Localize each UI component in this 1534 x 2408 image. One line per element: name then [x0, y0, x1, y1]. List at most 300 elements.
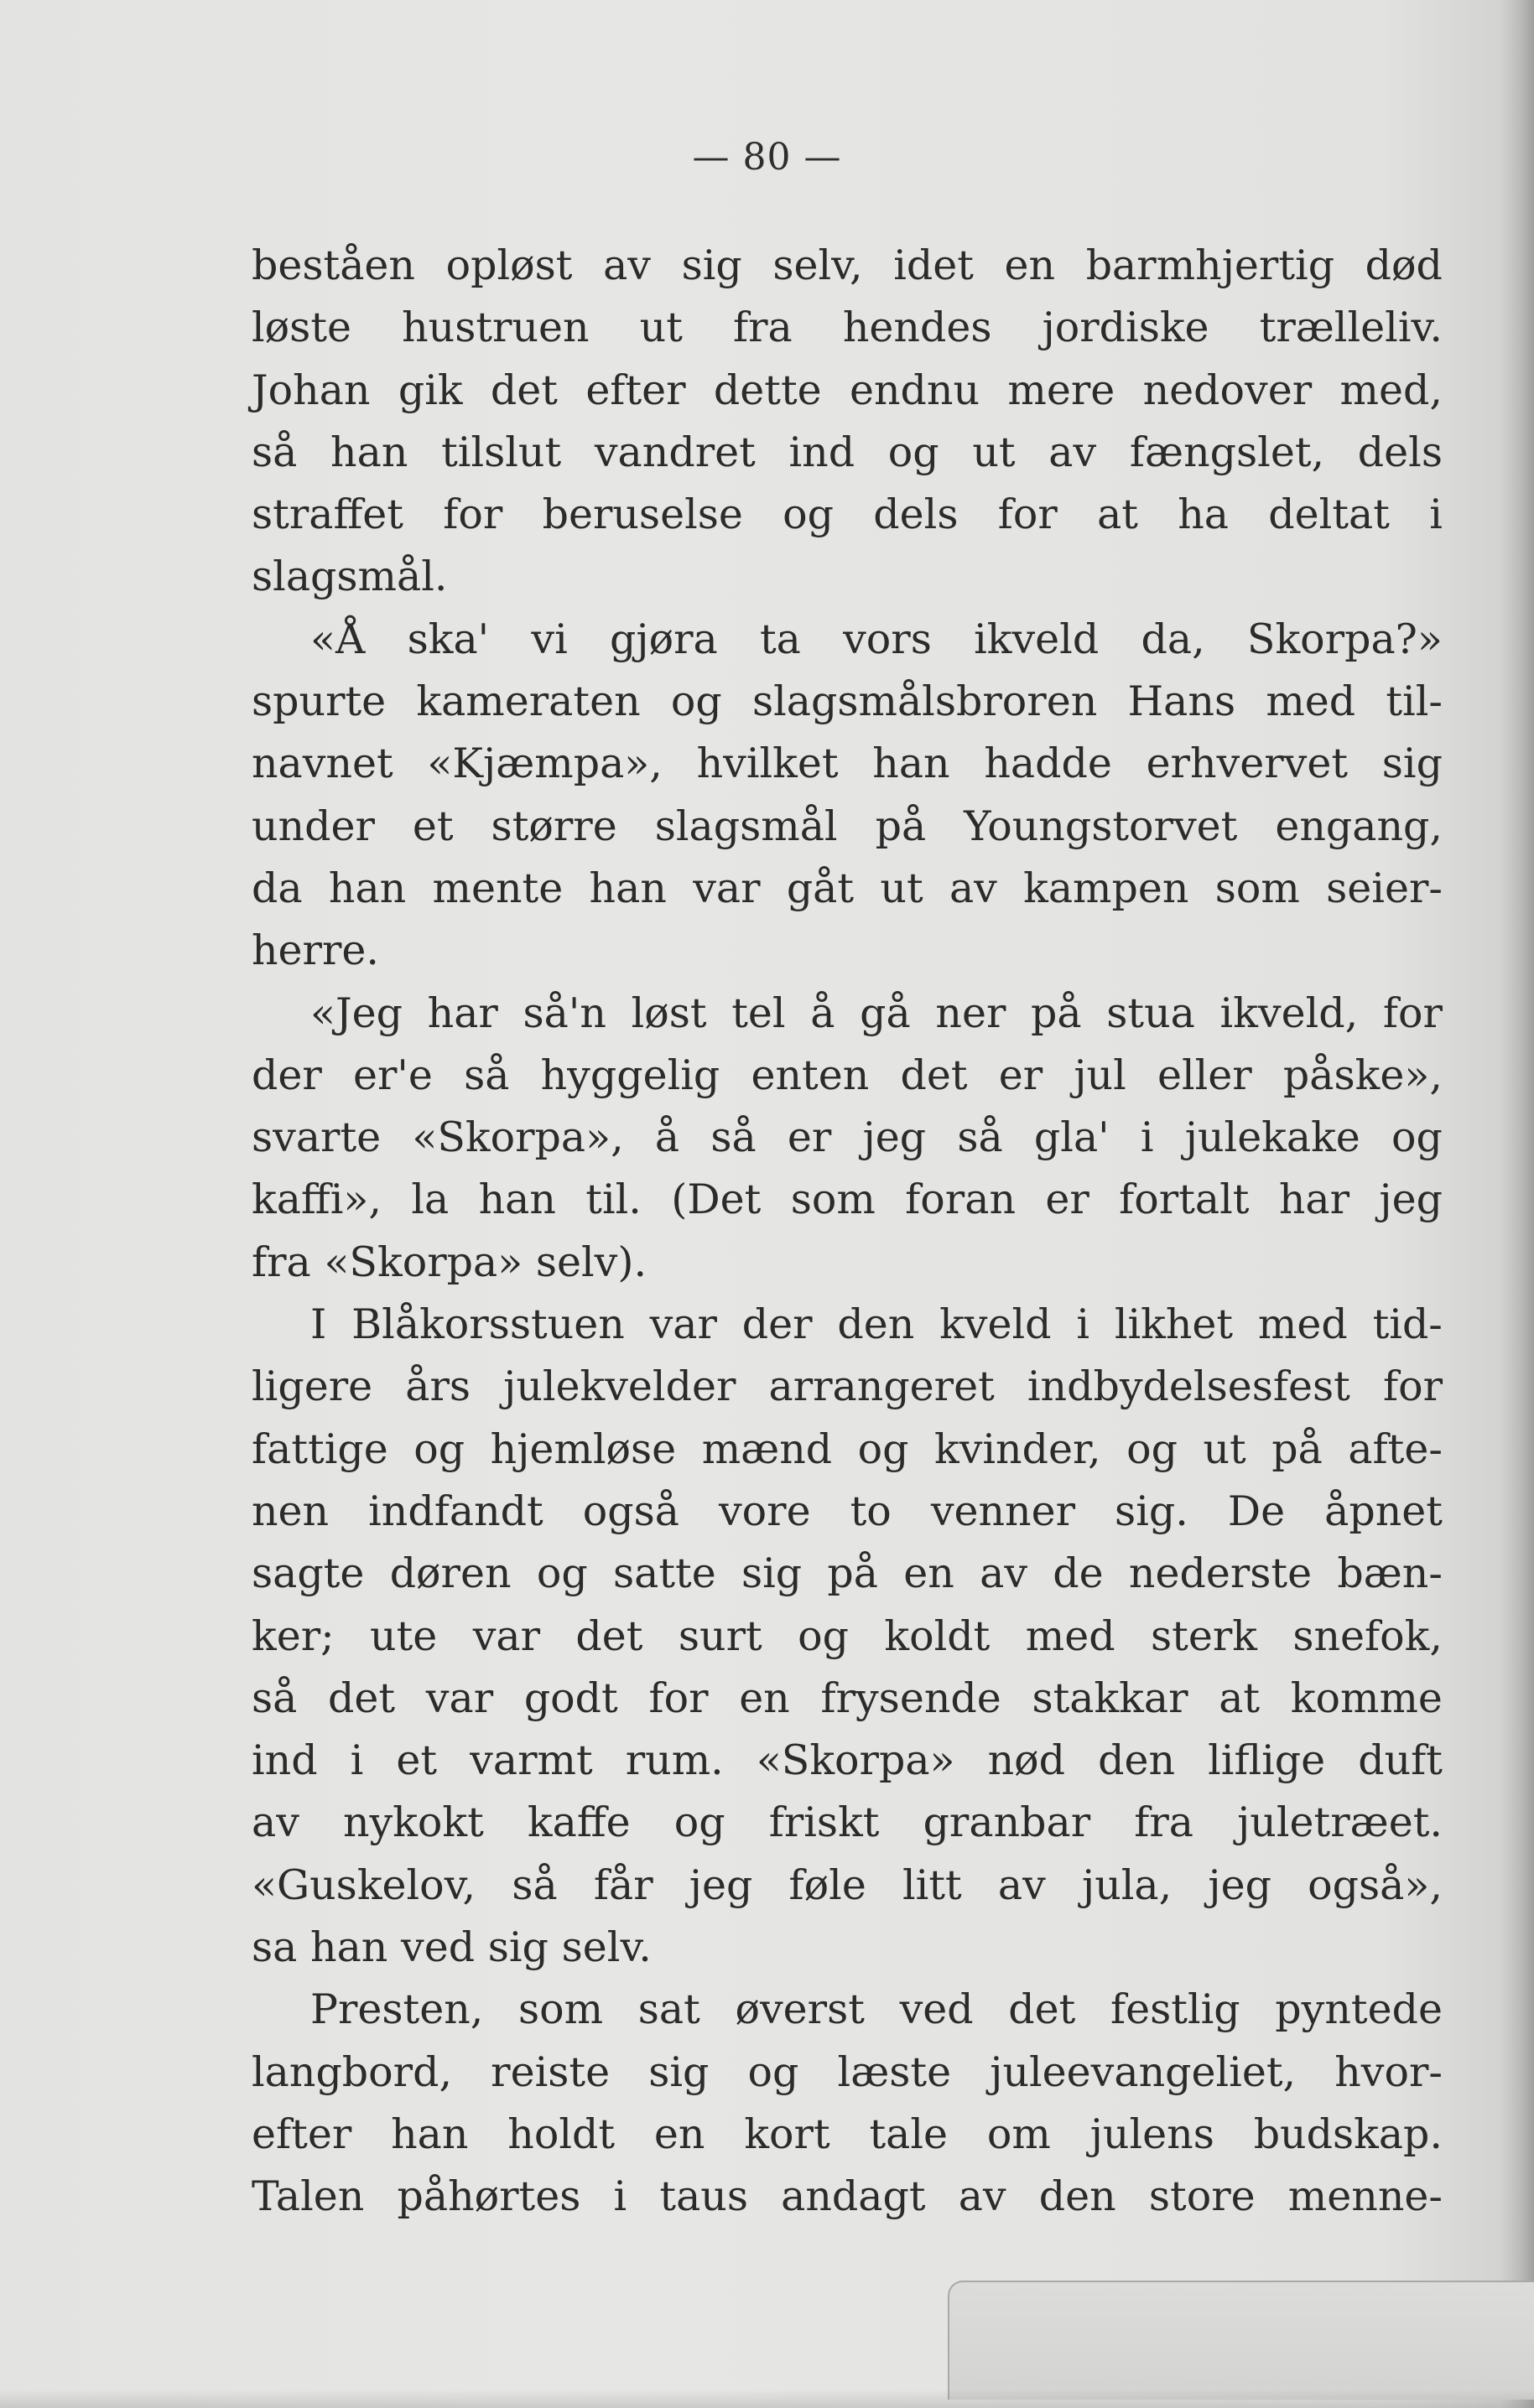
word: hvilket [696, 740, 839, 788]
word: jordiske [1042, 304, 1209, 352]
word: ner [935, 989, 1006, 1037]
word: efter [252, 2110, 352, 2158]
text-line [252, 1792, 1443, 1854]
word: for [1382, 1362, 1443, 1411]
word: selv). [535, 1238, 647, 1286]
word: av [997, 1860, 1046, 1909]
word: og [857, 1425, 909, 1473]
text-line [252, 1294, 1443, 1356]
word: Presten, [310, 1985, 484, 2034]
word: så [252, 428, 298, 476]
word: var [693, 864, 761, 912]
word: han [478, 1175, 556, 1224]
word: var [472, 1611, 541, 1660]
word: og [670, 677, 722, 726]
word: kvinder, [934, 1425, 1101, 1473]
word: nød [987, 1736, 1066, 1785]
word: også [582, 1487, 679, 1535]
word: i [1429, 490, 1443, 539]
word: jeg [1379, 1175, 1443, 1224]
word: sig [741, 1549, 803, 1598]
word: indbydelsesfest [1027, 1362, 1350, 1411]
word: med [1025, 1611, 1115, 1660]
word: dels [1357, 428, 1443, 476]
word: å [654, 1113, 680, 1162]
word: vandret [594, 428, 756, 476]
word: og [747, 2047, 799, 2096]
word: kort [744, 2110, 830, 2158]
word: som [1214, 864, 1300, 912]
word: liflige [1208, 1736, 1326, 1785]
word: hyggelig [540, 1051, 720, 1099]
word: festlig [1110, 1985, 1240, 2034]
word: ker; [252, 1611, 335, 1660]
word: engang, [1275, 802, 1443, 850]
word: kameraten [416, 677, 641, 726]
word: tilslut [441, 428, 562, 476]
word: påhørtes [397, 2172, 581, 2221]
word: sig [1381, 740, 1443, 788]
word: gla' [1033, 1113, 1110, 1162]
word: taus [659, 2172, 748, 2221]
word: Skorpa?» [1246, 615, 1443, 663]
word: et [396, 1736, 438, 1785]
word: på [1031, 989, 1082, 1037]
word: barmhjertig [1085, 241, 1335, 289]
text-line [252, 2104, 1443, 2166]
word: av [252, 1798, 299, 1847]
word: den [837, 1300, 915, 1349]
word: som [790, 1175, 876, 1224]
word: dette [713, 366, 822, 414]
text-line [252, 1730, 1443, 1792]
word: og [887, 428, 939, 476]
word: død [1365, 241, 1443, 289]
word: så [512, 1860, 558, 1909]
word: friskt [768, 1798, 880, 1847]
text-line [252, 1107, 1443, 1169]
word: jeg [1208, 1860, 1271, 1909]
page-edge-shadow [1500, 0, 1534, 2408]
word: frysende [820, 1674, 1001, 1722]
word: rum. [625, 1736, 724, 1785]
word: til. [585, 1175, 642, 1224]
word: og [783, 490, 835, 539]
word: og [673, 1798, 725, 1847]
word: han [872, 740, 950, 788]
word: menne- [1287, 2172, 1443, 2221]
word: den [1098, 1736, 1176, 1785]
word: kaffe [527, 1798, 631, 1847]
text-line [252, 546, 1443, 608]
text-line [252, 1481, 1443, 1543]
word: han [391, 2110, 469, 2158]
word: det [575, 1611, 643, 1660]
word: Youngstorvet [964, 802, 1238, 850]
word: fattige [252, 1425, 388, 1473]
word: arrangeret [768, 1362, 995, 1411]
word: andagt [781, 2172, 926, 2221]
word: sig [487, 1923, 549, 1972]
text-line [252, 235, 1443, 297]
word: kampen [1023, 864, 1189, 912]
word: tale [869, 2110, 949, 2158]
word: har [427, 989, 498, 1037]
word: holdt [507, 2110, 616, 2158]
word: «Skorpa» [756, 1736, 955, 1785]
word: i [613, 2172, 627, 2221]
word: av [949, 864, 997, 912]
word: at [1097, 490, 1138, 539]
word: å [810, 989, 835, 1037]
word: ikveld [974, 615, 1100, 663]
word: enten [751, 1051, 870, 1099]
word: endnu [850, 366, 980, 414]
word: større [491, 802, 617, 850]
word: ut [1203, 1425, 1246, 1473]
text-line [252, 1668, 1443, 1730]
word: ut [880, 864, 923, 912]
word: Hans [1127, 677, 1236, 726]
text-line [252, 1855, 1443, 1917]
word: gå [860, 989, 911, 1037]
word: seier- [1326, 864, 1443, 912]
word: var [425, 1674, 494, 1722]
word: så [252, 1674, 298, 1722]
word: kaffi», [252, 1175, 382, 1224]
word: ind [252, 1736, 318, 1785]
word: så [710, 1113, 757, 1162]
text-line [252, 422, 1443, 484]
word: nedover [1142, 366, 1313, 414]
text-line [252, 297, 1443, 359]
word: får [593, 1860, 653, 1909]
text-line [252, 1232, 1443, 1294]
word: beruselse [542, 490, 743, 539]
bookmark-tab [948, 2281, 1534, 2400]
word: og [413, 1425, 465, 1473]
text-line [252, 796, 1443, 858]
word: beståen [252, 241, 415, 289]
word: påske», [1282, 1051, 1443, 1099]
word: i [1076, 1300, 1089, 1349]
word: er [998, 1051, 1043, 1099]
word: Johan [252, 366, 371, 414]
word: hustruen [402, 304, 590, 352]
text-line [252, 1169, 1443, 1231]
word: det [900, 1051, 968, 1099]
text-line [252, 1356, 1443, 1418]
word: fra [252, 1238, 311, 1286]
word: gjøra [610, 615, 718, 663]
word: til- [1386, 677, 1443, 726]
word: er [787, 1113, 832, 1162]
word: to [850, 1487, 892, 1535]
word: med [1266, 677, 1356, 726]
word: sa [252, 1923, 298, 1972]
word: jeg [689, 1860, 753, 1909]
word: føle [788, 1860, 866, 1909]
word: efter [585, 366, 686, 414]
text-line [252, 1543, 1443, 1605]
text-line [252, 920, 1443, 982]
word: og [1126, 1425, 1178, 1473]
word: «Guskelov, [252, 1860, 476, 1909]
text-line [252, 671, 1443, 733]
word: nykokt [343, 1798, 484, 1847]
word: av [980, 1549, 1028, 1598]
word: jeg [862, 1113, 927, 1162]
word: ha [1178, 490, 1230, 539]
word: nen [252, 1487, 330, 1535]
word: slagsmål. [252, 553, 448, 601]
word: spurte [252, 677, 387, 726]
word: mente [432, 864, 564, 912]
word: store [1148, 2172, 1256, 2221]
word: litt [902, 1860, 962, 1909]
word: komme [1290, 1674, 1443, 1722]
text-line [252, 1045, 1443, 1107]
word: eller [1157, 1051, 1252, 1099]
text-line [252, 1606, 1443, 1668]
word: i [1140, 1113, 1154, 1162]
word: snefok, [1292, 1611, 1443, 1660]
word: et [412, 802, 454, 850]
word: ind [788, 428, 855, 476]
word: der [741, 1300, 813, 1349]
word: under [252, 802, 375, 850]
word: stakkar [1032, 1674, 1188, 1722]
word: langbord, [252, 2047, 453, 2096]
word: (Det [671, 1175, 762, 1224]
word: hendes [842, 304, 992, 352]
word: vors [843, 615, 932, 663]
word: straffet [252, 490, 403, 539]
word: døren [389, 1549, 512, 1598]
word: en [653, 2110, 705, 2158]
word: han [328, 864, 407, 912]
word: om [986, 2110, 1051, 2158]
word: og [798, 1611, 849, 1660]
word: på [875, 802, 927, 850]
word: sig [681, 241, 742, 289]
word: også», [1308, 1860, 1443, 1909]
word: så [464, 1051, 510, 1099]
word: fortalt [1119, 1175, 1250, 1224]
text-line [252, 1917, 1443, 1979]
word: for [997, 490, 1058, 539]
word: øverst [735, 1985, 865, 2034]
word: hvor- [1334, 2047, 1443, 2096]
word: «Skorpa» [324, 1238, 523, 1286]
word: han [310, 1923, 388, 1972]
word: der [252, 1051, 322, 1099]
word: la [411, 1175, 450, 1224]
word: da [252, 864, 303, 912]
word: en [903, 1549, 954, 1598]
word: kveld [939, 1300, 1052, 1349]
word: av [603, 241, 651, 289]
word: jula, [1082, 1860, 1173, 1909]
word: av [1048, 428, 1097, 476]
word: surt [678, 1611, 762, 1660]
word: av [958, 2172, 1006, 2221]
word: julekvelder [503, 1362, 736, 1411]
word: års [405, 1362, 471, 1411]
word: for [443, 490, 503, 539]
text-line [252, 360, 1443, 422]
word: jul [1074, 1051, 1126, 1099]
text-line [252, 733, 1443, 795]
word: løste [252, 304, 352, 352]
word: «Jeg [310, 989, 403, 1037]
word: med, [1339, 366, 1443, 414]
word: ut [639, 304, 683, 352]
word: «Kjæmpa», [427, 740, 663, 788]
word: dels [873, 490, 959, 539]
word: svarte [252, 1113, 382, 1162]
word: herre. [252, 926, 379, 975]
word: var [649, 1300, 717, 1349]
word: sagte [252, 1549, 365, 1598]
word: med [1257, 1300, 1348, 1349]
word: ikveld, [1219, 989, 1359, 1037]
word: har [1278, 1175, 1350, 1224]
word: ved [899, 1985, 974, 2034]
word: løst [631, 989, 707, 1037]
word: en [739, 1674, 790, 1722]
word: stua [1106, 989, 1195, 1037]
word: satte [612, 1549, 716, 1598]
word: de [1053, 1549, 1104, 1598]
word: navnet [252, 740, 393, 788]
word: selv, [772, 241, 863, 289]
word: selv. [561, 1923, 652, 1972]
word: så [957, 1113, 1003, 1162]
word: åpnet [1324, 1487, 1443, 1535]
word: foran [905, 1175, 1017, 1224]
word: det [490, 366, 558, 414]
word: fængslet, [1129, 428, 1325, 476]
word: trælleliv. [1259, 304, 1443, 352]
word: vore [718, 1487, 811, 1535]
word: granbar [923, 1798, 1091, 1847]
text-line [252, 609, 1443, 671]
word: ta [759, 615, 801, 663]
word: fra [1134, 1798, 1194, 1847]
word: Blåkorsstuen [351, 1300, 625, 1349]
page-number-header: — 80 — [692, 136, 842, 179]
word: sig. [1115, 1487, 1188, 1535]
word: indfandt [368, 1487, 543, 1535]
word: sat [637, 1985, 700, 2034]
word: De [1227, 1487, 1286, 1535]
word: ute [370, 1611, 438, 1660]
word: opløst [445, 241, 573, 289]
word: deltat [1268, 490, 1390, 539]
text-line [252, 1979, 1443, 2041]
word: læste [837, 2047, 952, 2096]
word: nederste [1128, 1549, 1313, 1598]
word: for [648, 1674, 709, 1722]
word: sterk [1150, 1611, 1257, 1660]
word: hjemløse [490, 1425, 677, 1473]
word: i [350, 1736, 364, 1785]
word: juleevangeliet, [990, 2047, 1297, 2096]
word: ligere [252, 1362, 373, 1411]
word: godt [523, 1674, 618, 1722]
word: venner [930, 1487, 1076, 1535]
text-line [252, 983, 1443, 1045]
word: koldt [884, 1611, 991, 1660]
word: det [328, 1674, 396, 1722]
word: julens [1089, 2110, 1214, 2158]
text-line [252, 484, 1443, 546]
word: på [827, 1549, 879, 1598]
word: er [1045, 1175, 1089, 1224]
text-line [252, 2042, 1443, 2104]
word: Talen [252, 2172, 365, 2221]
word: ved [401, 1923, 476, 1972]
word: juletræet. [1237, 1798, 1443, 1847]
word: «Å [310, 615, 366, 663]
word: duft [1358, 1736, 1443, 1785]
word: gik [398, 366, 463, 414]
word: fra [733, 304, 793, 352]
word: for [1382, 989, 1443, 1037]
body-text [252, 235, 1443, 2229]
word: han [330, 428, 408, 476]
word: mænd [701, 1425, 833, 1473]
word: ska' [407, 615, 490, 663]
word: det [1008, 1985, 1076, 2034]
word: afte- [1348, 1425, 1443, 1473]
word: som [518, 1985, 604, 2034]
word: tel [731, 989, 786, 1037]
word: sig [648, 2047, 710, 2096]
page-bottom-edge [0, 2390, 1534, 2408]
text-line [252, 1419, 1443, 1481]
word: bæn- [1337, 1549, 1443, 1598]
word: på [1271, 1425, 1323, 1473]
word: slagsmålsbroren [751, 677, 1098, 726]
word: er'e [352, 1051, 433, 1099]
word: og [1391, 1113, 1443, 1162]
word: og [536, 1549, 588, 1598]
word: idet [893, 241, 974, 289]
word: gåt [786, 864, 855, 912]
word: en [1004, 241, 1056, 289]
word: så'n [523, 989, 606, 1037]
word: «Skorpa», [412, 1113, 624, 1162]
word: vi [531, 615, 568, 663]
word: julekake [1184, 1113, 1360, 1162]
word: varmt [470, 1736, 593, 1785]
word: tid- [1372, 1300, 1443, 1349]
word: likhet [1114, 1300, 1234, 1349]
word: erhvervet [1146, 740, 1349, 788]
word: reiste [491, 2047, 611, 2096]
word: den [1038, 2172, 1116, 2221]
word: ut [972, 428, 1016, 476]
word: pyntede [1275, 1985, 1443, 2034]
word: mere [1007, 366, 1115, 414]
text-line [252, 858, 1443, 920]
word: slagsmål [654, 802, 838, 850]
text-line [252, 2166, 1443, 2228]
word: I [310, 1300, 327, 1349]
word: at [1219, 1674, 1261, 1722]
